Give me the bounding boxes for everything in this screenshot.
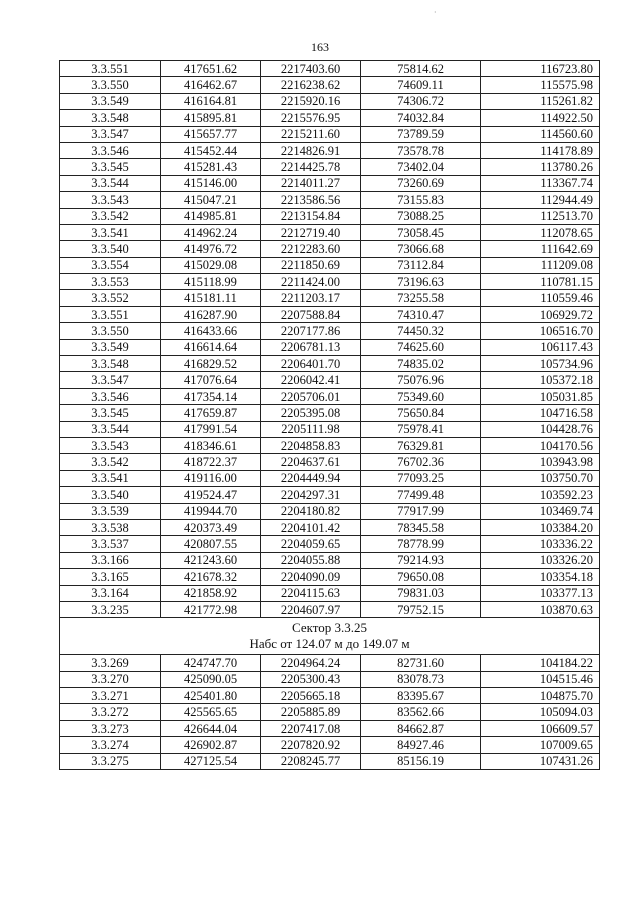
coord-x-cell: 416614.64 bbox=[161, 339, 261, 355]
coord-y-cell: 2204449.94 bbox=[261, 470, 361, 486]
coord-y-cell: 2211424.00 bbox=[261, 274, 361, 290]
coord-y-cell: 2205111.98 bbox=[261, 421, 361, 437]
table-row bbox=[60, 274, 600, 290]
coord-y-cell: 2205885.89 bbox=[261, 704, 361, 720]
coord-x2-cell: 73088.25 bbox=[361, 208, 481, 224]
coord-y2-cell: 105031.85 bbox=[481, 388, 600, 404]
point-id-cell: 3.3.235 bbox=[60, 601, 161, 617]
section-title: Сектор 3.3.25 bbox=[291, 620, 367, 636]
coord-x-cell: 418722.37 bbox=[161, 454, 261, 470]
table-row bbox=[60, 405, 600, 421]
coord-y-cell: 2215576.95 bbox=[261, 110, 361, 126]
coord-x2-cell: 78345.58 bbox=[361, 519, 481, 535]
coord-y2-cell: 114560.60 bbox=[481, 126, 600, 142]
point-id-cell: 3.3.542 bbox=[60, 454, 161, 470]
coord-y-cell: 2204607.97 bbox=[261, 601, 361, 617]
coord-x2-cell: 75650.84 bbox=[361, 405, 481, 421]
table-row bbox=[60, 192, 600, 208]
table-row bbox=[60, 356, 600, 372]
point-id-cell: 3.3.547 bbox=[60, 126, 161, 142]
coord-y2-cell: 110559.46 bbox=[481, 290, 600, 306]
coord-x2-cell: 74835.02 bbox=[361, 356, 481, 372]
coord-x-cell: 419944.70 bbox=[161, 503, 261, 519]
coord-x-cell: 415047.21 bbox=[161, 192, 261, 208]
point-id-cell: 3.3.549 bbox=[60, 93, 161, 109]
coord-y2-cell: 106516.70 bbox=[481, 323, 600, 339]
coord-y-cell: 2205665.18 bbox=[261, 688, 361, 704]
point-id-cell: 3.3.551 bbox=[60, 61, 161, 77]
coord-y2-cell: 111642.69 bbox=[481, 241, 600, 257]
coord-y-cell: 2206781.13 bbox=[261, 339, 361, 355]
coord-x2-cell: 73255.58 bbox=[361, 290, 481, 306]
coord-y2-cell: 103336.22 bbox=[481, 536, 600, 552]
table-row bbox=[60, 503, 600, 519]
coord-y-cell: 2204059.65 bbox=[261, 536, 361, 552]
coord-y2-cell: 104428.76 bbox=[481, 421, 600, 437]
coord-x-cell: 421678.32 bbox=[161, 569, 261, 585]
coord-y2-cell: 104515.46 bbox=[481, 671, 600, 687]
coord-y2-cell: 103377.13 bbox=[481, 585, 600, 601]
table-row bbox=[60, 290, 600, 306]
coordinates-table bbox=[59, 60, 600, 770]
coord-y-cell: 2212719.40 bbox=[261, 224, 361, 240]
coord-y2-cell: 103469.74 bbox=[481, 503, 600, 519]
coord-y-cell: 2205706.01 bbox=[261, 388, 361, 404]
coord-y2-cell: 113367.74 bbox=[481, 175, 600, 191]
table-row bbox=[60, 536, 600, 552]
coord-x2-cell: 74609.11 bbox=[361, 77, 481, 93]
coord-x-cell: 416462.67 bbox=[161, 77, 261, 93]
point-id-cell: 3.3.548 bbox=[60, 110, 161, 126]
point-id-cell: 3.3.549 bbox=[60, 339, 161, 355]
point-id-cell: 3.3.545 bbox=[60, 159, 161, 175]
coord-y2-cell: 103384.20 bbox=[481, 519, 600, 535]
table-row bbox=[60, 704, 600, 720]
coord-y-cell: 2215920.16 bbox=[261, 93, 361, 109]
coord-y-cell: 2207820.92 bbox=[261, 737, 361, 753]
coord-x-cell: 415029.08 bbox=[161, 257, 261, 273]
table-row bbox=[60, 421, 600, 437]
coord-x2-cell: 83562.66 bbox=[361, 704, 481, 720]
coord-x2-cell: 76329.81 bbox=[361, 437, 481, 453]
coord-y2-cell: 103750.70 bbox=[481, 470, 600, 486]
coord-x2-cell: 84927.46 bbox=[361, 737, 481, 753]
table-row bbox=[60, 552, 600, 568]
table-row bbox=[60, 159, 600, 175]
coord-y-cell: 2208245.77 bbox=[261, 753, 361, 769]
coord-x-cell: 417076.64 bbox=[161, 372, 261, 388]
coord-x2-cell: 85156.19 bbox=[361, 753, 481, 769]
section-header-cell bbox=[60, 618, 600, 655]
coord-y-cell: 2206042.41 bbox=[261, 372, 361, 388]
page-number: 163 bbox=[311, 40, 329, 54]
coord-x2-cell: 84662.87 bbox=[361, 720, 481, 736]
coord-x-cell: 416287.90 bbox=[161, 306, 261, 322]
point-id-cell: 3.3.545 bbox=[60, 405, 161, 421]
table-row bbox=[60, 688, 600, 704]
coord-y-cell: 2204115.63 bbox=[261, 585, 361, 601]
coord-x-cell: 417659.87 bbox=[161, 405, 261, 421]
coord-y-cell: 2214826.91 bbox=[261, 142, 361, 158]
table-row bbox=[60, 519, 600, 535]
point-id-cell: 3.3.544 bbox=[60, 175, 161, 191]
coord-y-cell: 2213586.56 bbox=[261, 192, 361, 208]
coord-x-cell: 426644.04 bbox=[161, 720, 261, 736]
coord-x2-cell: 75349.60 bbox=[361, 388, 481, 404]
scan-mark: · bbox=[434, 8, 437, 17]
point-id-cell: 3.3.550 bbox=[60, 77, 161, 93]
table-body-before bbox=[60, 61, 600, 618]
section-header-row bbox=[60, 618, 600, 655]
point-id-cell: 3.3.550 bbox=[60, 323, 161, 339]
coord-x-cell: 417651.62 bbox=[161, 61, 261, 77]
coord-y2-cell: 104716.58 bbox=[481, 405, 600, 421]
coord-x-cell: 419524.47 bbox=[161, 487, 261, 503]
coord-y2-cell: 103354.18 bbox=[481, 569, 600, 585]
coord-y-cell: 2204055.88 bbox=[261, 552, 361, 568]
coord-y-cell: 2211850.69 bbox=[261, 257, 361, 273]
coord-x2-cell: 74032.84 bbox=[361, 110, 481, 126]
coord-x2-cell: 73196.63 bbox=[361, 274, 481, 290]
coord-y-cell: 2214425.78 bbox=[261, 159, 361, 175]
coord-x2-cell: 73155.83 bbox=[361, 192, 481, 208]
coord-x2-cell: 76702.36 bbox=[361, 454, 481, 470]
coord-x2-cell: 77499.48 bbox=[361, 487, 481, 503]
table-row bbox=[60, 372, 600, 388]
coord-x-cell: 424747.70 bbox=[161, 655, 261, 671]
point-id-cell: 3.3.539 bbox=[60, 503, 161, 519]
coord-x2-cell: 83078.73 bbox=[361, 671, 481, 687]
table-row bbox=[60, 437, 600, 453]
coord-x-cell: 415181.11 bbox=[161, 290, 261, 306]
table-row bbox=[60, 241, 600, 257]
coord-x2-cell: 79214.93 bbox=[361, 552, 481, 568]
coord-x2-cell: 79831.03 bbox=[361, 585, 481, 601]
coord-y2-cell: 112078.65 bbox=[481, 224, 600, 240]
table-row bbox=[60, 208, 600, 224]
coord-y2-cell: 115575.98 bbox=[481, 77, 600, 93]
coord-x-cell: 425565.65 bbox=[161, 704, 261, 720]
table-row bbox=[60, 323, 600, 339]
coord-x2-cell: 74310.47 bbox=[361, 306, 481, 322]
coord-x2-cell: 77093.25 bbox=[361, 470, 481, 486]
coord-y2-cell: 105734.96 bbox=[481, 356, 600, 372]
coord-y2-cell: 116723.80 bbox=[481, 61, 600, 77]
point-id-cell: 3.3.552 bbox=[60, 290, 161, 306]
coord-x2-cell: 83395.67 bbox=[361, 688, 481, 704]
coord-x2-cell: 77917.99 bbox=[361, 503, 481, 519]
table-row bbox=[60, 306, 600, 322]
coord-y-cell: 2204637.61 bbox=[261, 454, 361, 470]
point-id-cell: 3.3.551 bbox=[60, 306, 161, 322]
coord-y2-cell: 103592.23 bbox=[481, 487, 600, 503]
coord-x-cell: 415452.44 bbox=[161, 142, 261, 158]
coord-y-cell: 2205395.08 bbox=[261, 405, 361, 421]
coord-x-cell: 416829.52 bbox=[161, 356, 261, 372]
table-row bbox=[60, 487, 600, 503]
point-id-cell: 3.3.543 bbox=[60, 437, 161, 453]
coord-x2-cell: 79650.08 bbox=[361, 569, 481, 585]
coord-y2-cell: 106117.43 bbox=[481, 339, 600, 355]
point-id-cell: 3.3.537 bbox=[60, 536, 161, 552]
coord-y-cell: 2204090.09 bbox=[261, 569, 361, 585]
coord-y2-cell: 107431.26 bbox=[481, 753, 600, 769]
point-id-cell: 3.3.542 bbox=[60, 208, 161, 224]
coord-x-cell: 414976.72 bbox=[161, 241, 261, 257]
coord-x-cell: 415895.81 bbox=[161, 110, 261, 126]
point-id-cell: 3.3.541 bbox=[60, 470, 161, 486]
point-id-cell: 3.3.272 bbox=[60, 704, 161, 720]
coord-x2-cell: 73260.69 bbox=[361, 175, 481, 191]
coord-x2-cell: 78778.99 bbox=[361, 536, 481, 552]
coord-x-cell: 420807.55 bbox=[161, 536, 261, 552]
section-subtitle: Набс от 124.07 м до 149.07 м bbox=[249, 636, 410, 652]
coord-x2-cell: 82731.60 bbox=[361, 655, 481, 671]
coord-x-cell: 426902.87 bbox=[161, 737, 261, 753]
coord-y2-cell: 104184.22 bbox=[481, 655, 600, 671]
point-id-cell: 3.3.547 bbox=[60, 372, 161, 388]
point-id-cell: 3.3.165 bbox=[60, 569, 161, 585]
coord-y-cell: 2207417.08 bbox=[261, 720, 361, 736]
point-id-cell: 3.3.538 bbox=[60, 519, 161, 535]
coord-x-cell: 427125.54 bbox=[161, 753, 261, 769]
section-header-group bbox=[60, 618, 600, 655]
coord-x2-cell: 73402.04 bbox=[361, 159, 481, 175]
coord-x2-cell: 73058.45 bbox=[361, 224, 481, 240]
table-row bbox=[60, 655, 600, 671]
coord-y-cell: 2204297.31 bbox=[261, 487, 361, 503]
point-id-cell: 3.3.543 bbox=[60, 192, 161, 208]
table-row bbox=[60, 753, 600, 769]
coord-y2-cell: 114922.50 bbox=[481, 110, 600, 126]
coord-x-cell: 420373.49 bbox=[161, 519, 261, 535]
table-row bbox=[60, 720, 600, 736]
coord-y2-cell: 106929.72 bbox=[481, 306, 600, 322]
table-row bbox=[60, 224, 600, 240]
coord-x2-cell: 73789.59 bbox=[361, 126, 481, 142]
table-row bbox=[60, 585, 600, 601]
coord-y2-cell: 104875.70 bbox=[481, 688, 600, 704]
table-body-after bbox=[60, 655, 600, 770]
coord-y2-cell: 115261.82 bbox=[481, 93, 600, 109]
coord-y-cell: 2214011.27 bbox=[261, 175, 361, 191]
coord-y2-cell: 103326.20 bbox=[481, 552, 600, 568]
coord-x-cell: 414962.24 bbox=[161, 224, 261, 240]
coord-x-cell: 418346.61 bbox=[161, 437, 261, 453]
coord-x-cell: 416433.66 bbox=[161, 323, 261, 339]
coord-y-cell: 2205300.43 bbox=[261, 671, 361, 687]
coord-x-cell: 415657.77 bbox=[161, 126, 261, 142]
coord-y2-cell: 114178.89 bbox=[481, 142, 600, 158]
coord-x-cell: 419116.00 bbox=[161, 470, 261, 486]
coord-y2-cell: 104170.56 bbox=[481, 437, 600, 453]
coord-x-cell: 425090.05 bbox=[161, 671, 261, 687]
coord-x2-cell: 73578.78 bbox=[361, 142, 481, 158]
point-id-cell: 3.3.271 bbox=[60, 688, 161, 704]
coord-x-cell: 417354.14 bbox=[161, 388, 261, 404]
table-row bbox=[60, 257, 600, 273]
coord-x2-cell: 75814.62 bbox=[361, 61, 481, 77]
point-id-cell: 3.3.546 bbox=[60, 388, 161, 404]
point-id-cell: 3.3.544 bbox=[60, 421, 161, 437]
coord-x2-cell: 74306.72 bbox=[361, 93, 481, 109]
table-row bbox=[60, 737, 600, 753]
coord-y-cell: 2207588.84 bbox=[261, 306, 361, 322]
table-row bbox=[60, 175, 600, 191]
coord-x2-cell: 75076.96 bbox=[361, 372, 481, 388]
coord-x-cell: 421772.98 bbox=[161, 601, 261, 617]
coord-y2-cell: 106609.57 bbox=[481, 720, 600, 736]
point-id-cell: 3.3.275 bbox=[60, 753, 161, 769]
coord-y2-cell: 103870.63 bbox=[481, 601, 600, 617]
coord-x-cell: 416164.81 bbox=[161, 93, 261, 109]
coord-y-cell: 2204101.42 bbox=[261, 519, 361, 535]
point-id-cell: 3.3.273 bbox=[60, 720, 161, 736]
coord-y-cell: 2204858.83 bbox=[261, 437, 361, 453]
coord-y-cell: 2212283.60 bbox=[261, 241, 361, 257]
coord-x2-cell: 79752.15 bbox=[361, 601, 481, 617]
coord-y2-cell: 105094.03 bbox=[481, 704, 600, 720]
table-row bbox=[60, 93, 600, 109]
point-id-cell: 3.3.541 bbox=[60, 224, 161, 240]
coord-x-cell: 415281.43 bbox=[161, 159, 261, 175]
coord-x-cell: 421243.60 bbox=[161, 552, 261, 568]
table-row bbox=[60, 470, 600, 486]
coord-x2-cell: 73112.84 bbox=[361, 257, 481, 273]
coord-x-cell: 415146.00 bbox=[161, 175, 261, 191]
table-row bbox=[60, 671, 600, 687]
coord-y2-cell: 113780.26 bbox=[481, 159, 600, 175]
coord-x-cell: 415118.99 bbox=[161, 274, 261, 290]
point-id-cell: 3.3.553 bbox=[60, 274, 161, 290]
table-row bbox=[60, 339, 600, 355]
table-row bbox=[60, 77, 600, 93]
point-id-cell: 3.3.164 bbox=[60, 585, 161, 601]
coord-y-cell: 2207177.86 bbox=[261, 323, 361, 339]
coord-x-cell: 414985.81 bbox=[161, 208, 261, 224]
coord-y2-cell: 107009.65 bbox=[481, 737, 600, 753]
coord-x2-cell: 74450.32 bbox=[361, 323, 481, 339]
coord-y2-cell: 105372.18 bbox=[481, 372, 600, 388]
coord-x2-cell: 73066.68 bbox=[361, 241, 481, 257]
coord-y-cell: 2217403.60 bbox=[261, 61, 361, 77]
point-id-cell: 3.3.274 bbox=[60, 737, 161, 753]
coord-y-cell: 2216238.62 bbox=[261, 77, 361, 93]
coord-x2-cell: 75978.41 bbox=[361, 421, 481, 437]
table-row bbox=[60, 61, 600, 77]
coord-y-cell: 2206401.70 bbox=[261, 356, 361, 372]
point-id-cell: 3.3.166 bbox=[60, 552, 161, 568]
point-id-cell: 3.3.546 bbox=[60, 142, 161, 158]
coord-y-cell: 2204964.24 bbox=[261, 655, 361, 671]
coord-y-cell: 2211203.17 bbox=[261, 290, 361, 306]
point-id-cell: 3.3.540 bbox=[60, 241, 161, 257]
coord-y2-cell: 103943.98 bbox=[481, 454, 600, 470]
coord-x-cell: 421858.92 bbox=[161, 585, 261, 601]
coord-y2-cell: 111209.08 bbox=[481, 257, 600, 273]
point-id-cell: 3.3.269 bbox=[60, 655, 161, 671]
coord-y-cell: 2204180.82 bbox=[261, 503, 361, 519]
coord-x2-cell: 74625.60 bbox=[361, 339, 481, 355]
point-id-cell: 3.3.270 bbox=[60, 671, 161, 687]
table-row bbox=[60, 110, 600, 126]
coord-y2-cell: 110781.15 bbox=[481, 274, 600, 290]
coord-x-cell: 417991.54 bbox=[161, 421, 261, 437]
table-row bbox=[60, 454, 600, 470]
coord-x-cell: 425401.80 bbox=[161, 688, 261, 704]
table-row bbox=[60, 388, 600, 404]
coord-y2-cell: 112944.49 bbox=[481, 192, 600, 208]
table-row bbox=[60, 569, 600, 585]
coord-y-cell: 2213154.84 bbox=[261, 208, 361, 224]
point-id-cell: 3.3.540 bbox=[60, 487, 161, 503]
table-row bbox=[60, 601, 600, 617]
table-row bbox=[60, 142, 600, 158]
coord-y-cell: 2215211.60 bbox=[261, 126, 361, 142]
point-id-cell: 3.3.554 bbox=[60, 257, 161, 273]
table-row bbox=[60, 126, 600, 142]
point-id-cell: 3.3.548 bbox=[60, 356, 161, 372]
coord-y2-cell: 112513.70 bbox=[481, 208, 600, 224]
